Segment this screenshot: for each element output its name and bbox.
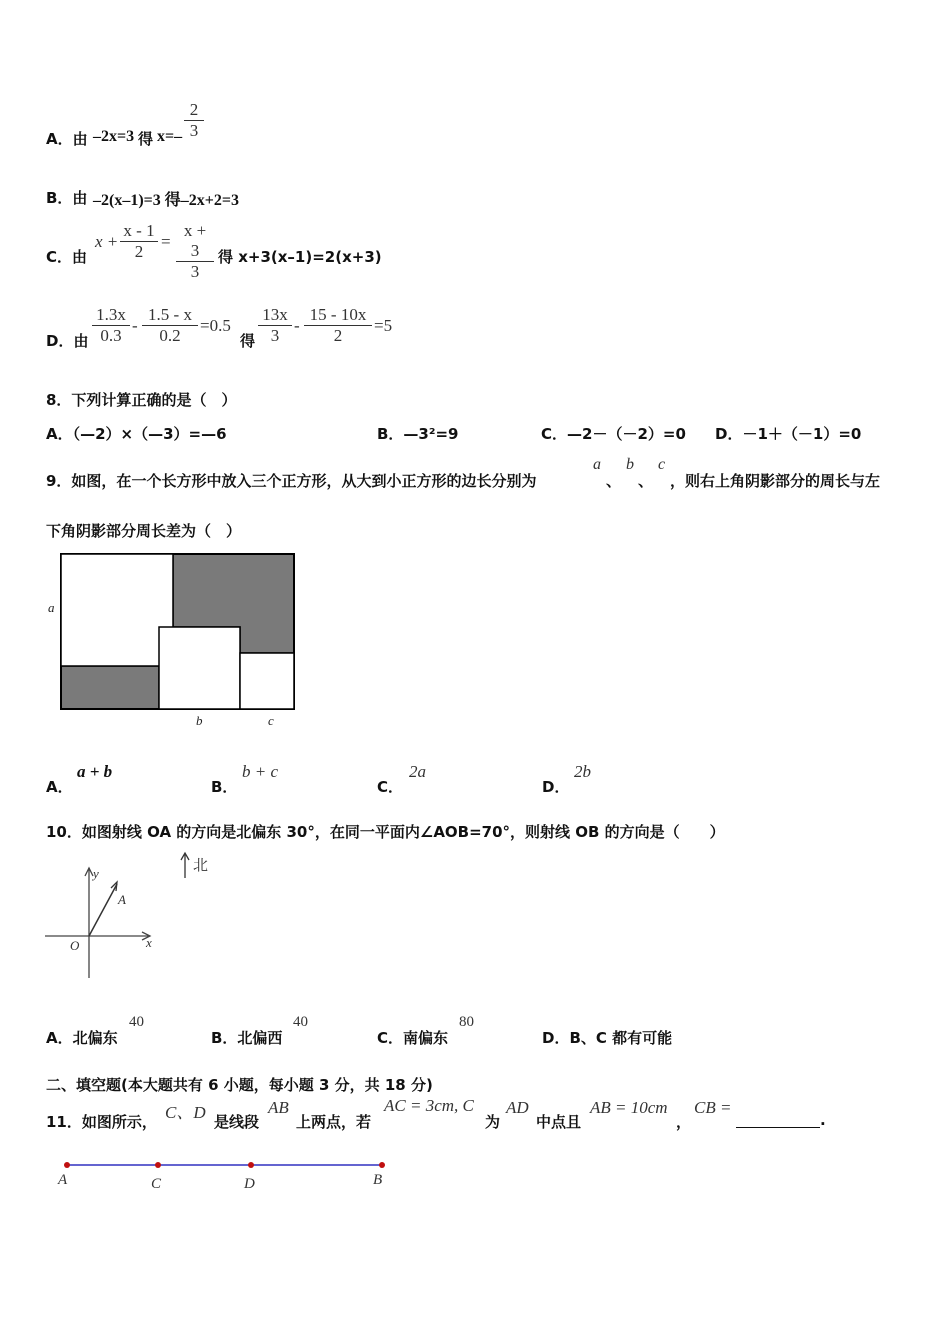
q7-option-b-label: B．由 — [46, 189, 88, 207]
y-label: y — [93, 866, 99, 881]
label-point-c: C — [151, 1176, 162, 1192]
q10-option-c-degrees: 80 — [459, 1014, 474, 1030]
q11-part-3: 上两点，若 — [296, 1113, 372, 1131]
q9-stem-part-2: ，则右上角阴影部分的周长与左 — [670, 472, 881, 490]
q9-option-c-label: C． — [377, 778, 404, 796]
q9-stem-part-1: 9．如图，在一个长方形中放入三个正方形，从大到小正方形的边长分别为 — [46, 472, 537, 490]
fraction-denominator: 2 — [333, 326, 343, 345]
q7-option-a-lhs: x=– — [157, 128, 183, 145]
q7-option-a-eq: –2x=3 — [93, 128, 135, 145]
q7-option-d-fraction-2 — [142, 305, 198, 346]
q9-var-a: a — [593, 456, 601, 473]
label-point-a: A — [58, 1172, 68, 1188]
q9-var-c: c — [658, 456, 666, 473]
q11-math-ad: AD — [506, 1098, 529, 1117]
q9-stem-part-3: 下角阴影部分周长差为（ ） — [46, 522, 242, 540]
q11-part-6: ， — [676, 1113, 692, 1131]
q10-option-b-degrees: 40 — [293, 1014, 308, 1030]
point-c — [155, 1162, 161, 1168]
q7-option-a-mid: 得 — [138, 130, 154, 148]
q9-figure — [40, 548, 310, 734]
fraction-denominator: 3 — [189, 121, 199, 140]
north-label: 北 — [193, 856, 209, 874]
fraction-numerator: x - 1 — [123, 221, 155, 240]
q9-option-a-label: A． — [46, 778, 73, 796]
fraction-numerator: 2 — [189, 100, 199, 119]
q11-math-cd: C、D — [165, 1103, 206, 1122]
point-a-label: A — [118, 892, 126, 907]
q8-stem: 8．下列计算正确的是（ ） — [46, 391, 237, 409]
q8-option-b: B．—3²=9 — [377, 425, 459, 443]
q7-option-c-result: 得 x+3(x–1)=2(x+3) — [218, 248, 382, 266]
q10-option-a-degrees: 40 — [129, 1014, 144, 1030]
q7-option-a-fraction — [184, 100, 204, 141]
fraction-numerator: 1.5 - x — [148, 305, 192, 324]
q11-part-4: 为 — [485, 1113, 501, 1131]
q8-option-a: A．（—2）×（—3）=—6 — [46, 425, 227, 443]
fraction-numerator: 13x — [262, 305, 288, 324]
q9-sep-1: 、 — [606, 472, 622, 490]
fraction-numerator: 15 - 10x — [309, 305, 367, 324]
section-title: 二、填空题(本大题共有 6 小题，每小题 3 分，共 18 分) — [46, 1076, 433, 1094]
fraction-numerator: x + 3 — [183, 221, 207, 260]
label-point-b: B — [373, 1172, 383, 1188]
ray-oa — [89, 884, 117, 936]
q10-option-c-label: C．南偏东 — [377, 1029, 449, 1047]
q8-option-d: D．－1＋（－1）=0 — [715, 425, 862, 443]
point-d — [248, 1162, 254, 1168]
q9-option-d-expr: 2b — [574, 762, 591, 781]
q9-var-b: b — [626, 456, 634, 473]
fraction-denominator: 3 — [190, 262, 200, 281]
q7-option-c-fraction-2 — [176, 221, 214, 282]
fraction-denominator: 0.3 — [100, 326, 122, 345]
origin-label: O — [70, 938, 80, 953]
q7-option-c-fraction-1 — [120, 221, 158, 262]
q7-option-d-fraction-1 — [92, 305, 130, 346]
q7-option-d-minus-2: - — [294, 316, 300, 335]
q11-math-ab: AB — [268, 1098, 289, 1117]
q8-option-c: C．—2－（－2）=0 — [541, 425, 686, 443]
fraction-denominator: 2 — [134, 242, 144, 261]
point-b — [379, 1162, 385, 1168]
q7-option-c-equals: = — [161, 232, 171, 251]
q10-option-a-label: A．北偏东 — [46, 1029, 118, 1047]
q11-math-ac: AC = 3cm, C — [384, 1096, 474, 1115]
label-point-d: D — [244, 1176, 255, 1192]
q7-option-d-minus: - — [132, 316, 138, 335]
q11-part-2: 是线段 — [214, 1113, 260, 1131]
q10-option-b-label: B．北偏西 — [211, 1029, 283, 1047]
q9-option-c-expr: 2a — [409, 762, 426, 781]
q7-option-d-fraction-3 — [258, 305, 292, 346]
x-label: x — [146, 935, 152, 950]
q9-sep-2: 、 — [638, 472, 654, 490]
label-c: c — [268, 713, 274, 728]
q9-option-b-expr: b + c — [242, 762, 279, 781]
q11-figure — [50, 1152, 400, 1196]
square-b — [159, 627, 240, 709]
fraction-denominator: 3 — [270, 326, 280, 345]
q10-stem: 10．如图射线 OA 的方向是北偏东 30°，在同一平面内∠AOB=70°，则射线 OB 的方向是（ ） — [46, 823, 725, 841]
q7-option-d-mid: 得 — [240, 332, 256, 350]
q11-answer-blank[interactable] — [736, 1108, 820, 1128]
q9-option-a-expr: a + b — [77, 762, 113, 781]
fraction-denominator: 0.2 — [159, 326, 181, 345]
q10-option-d-label: D．B、C 都有可能 — [542, 1029, 673, 1047]
label-a: a — [48, 600, 55, 615]
q11-math-cb: CB = — [694, 1098, 732, 1117]
q7-option-d-label: D．由 — [46, 332, 89, 350]
q9-option-b-label: B． — [211, 778, 238, 796]
q11-part-5: 中点且 — [536, 1113, 582, 1131]
q7-option-d-equals-2: =5 — [374, 316, 393, 335]
q11-math-ab-length: AB = 10cm — [590, 1098, 668, 1117]
point-a — [64, 1162, 70, 1168]
q7-option-a-label: A．由 — [46, 130, 88, 148]
q7-option-b-text: –2(x–1)=3 得–2x+2=3 — [93, 192, 240, 209]
q7-option-d-fraction-4 — [304, 305, 372, 346]
square-c — [240, 653, 294, 709]
q11-part-1: 11．如图所示， — [46, 1113, 157, 1131]
shaded-region-bottom-left — [61, 666, 159, 709]
q10-figure — [40, 848, 230, 984]
q7-option-c-x: x + — [95, 232, 119, 251]
q9-option-d-label: D． — [542, 778, 570, 796]
q11-period: . — [820, 1111, 826, 1129]
fraction-numerator: 1.3x — [96, 305, 126, 324]
label-b: b — [196, 713, 203, 728]
square-a — [61, 554, 173, 666]
q7-option-c-label: C．由 — [46, 248, 88, 266]
q7-option-d-equals: =0.5 — [200, 316, 231, 335]
